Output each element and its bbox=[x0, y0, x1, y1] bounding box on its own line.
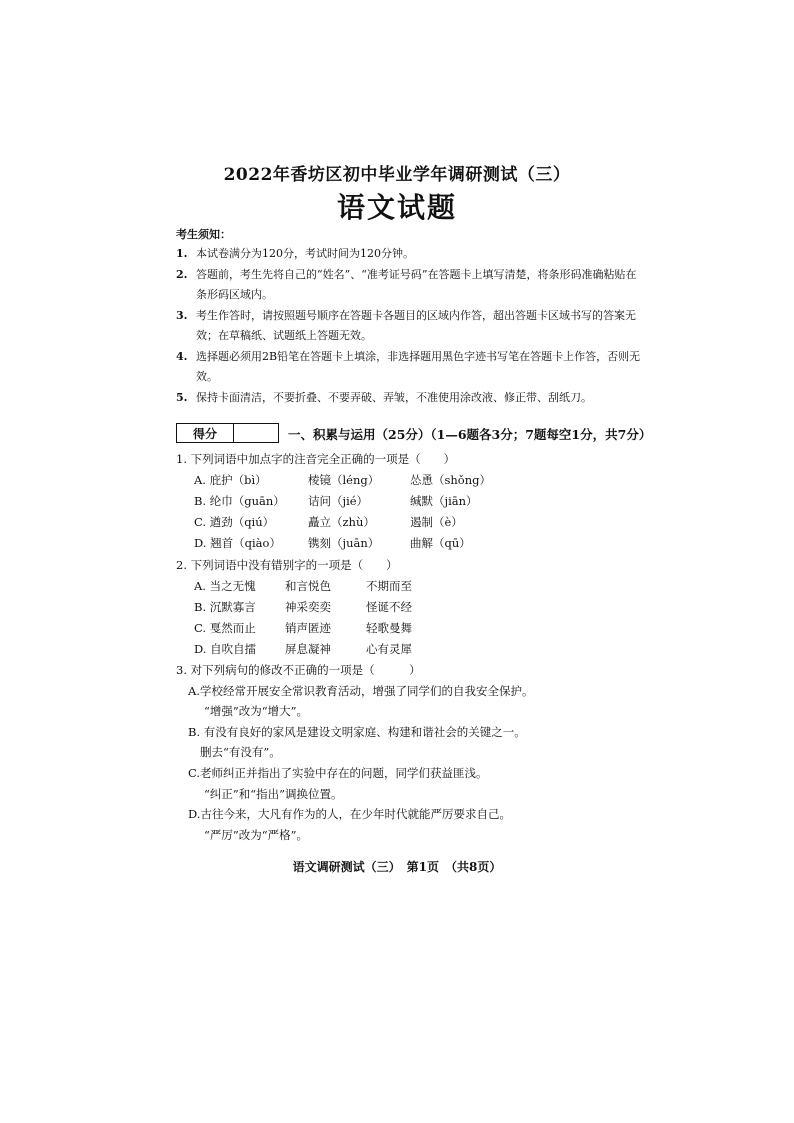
score-value-field bbox=[234, 424, 278, 442]
q3-sentence-a: A.学校经常开展安全常识教育活动，增强了同学们的自我安全保护。 bbox=[188, 684, 534, 698]
question-2-stem: 2. 下列词语中没有错别字的一项是（ ） bbox=[176, 558, 398, 572]
notice-item-number: 3. bbox=[176, 308, 188, 322]
notice-item bbox=[176, 347, 646, 388]
notice-item bbox=[176, 388, 646, 409]
notice-item-text: 答题前，考生先将自己的“姓名”、“准考证号码”在答题卡上填写清楚，将条形码准确粘贴在条形码区域内。 bbox=[196, 267, 637, 301]
q1-option-a-3: 怂恿（shǒng） bbox=[410, 473, 491, 487]
q3-sentence-b: B. 有没有良好的家风是建设文明家庭、构建和谐社会的关键之一。 bbox=[188, 725, 526, 739]
notice-item-number: 4. bbox=[176, 349, 188, 363]
q1-option-c-2: 矗立（zhù） bbox=[308, 515, 375, 529]
notice-label: 考生须知： bbox=[176, 228, 231, 241]
notice-item-number: 2. bbox=[176, 267, 188, 281]
q2-option-d-3: 心有灵犀 bbox=[366, 642, 412, 656]
q2-option-c-1: C. 戛然而止 bbox=[194, 621, 256, 635]
notice-item-number: 5. bbox=[176, 390, 188, 404]
q1-option-b-1: B. 纶巾（guān） bbox=[194, 494, 285, 508]
score-label: 得分 bbox=[177, 424, 234, 442]
q1-option-d-2: 镌刻（juān） bbox=[308, 536, 380, 550]
q2-option-b-3: 怪诞不经 bbox=[366, 600, 412, 614]
q2-option-a-1: A. 当之无愧 bbox=[194, 579, 256, 593]
q3-fix-a: “增强”改为“增大”。 bbox=[204, 704, 309, 718]
q2-option-b-2: 神采奕奕 bbox=[285, 600, 331, 614]
q2-option-a-3: 不期而至 bbox=[366, 579, 412, 593]
q2-option-c-2: 销声匿迹 bbox=[285, 621, 331, 635]
q1-option-a-2: 棱镜（léng） bbox=[308, 473, 380, 487]
q1-option-b-2: 诘问（jié） bbox=[308, 494, 369, 508]
subject-title: 语文试题 bbox=[336, 191, 457, 224]
notice-list bbox=[176, 244, 646, 408]
q3-sentence-c: C.老师纠正并指出了实验中存在的问题，同学们获益匪浅。 bbox=[188, 766, 488, 780]
q1-option-d-1: D. 翘首（qiào） bbox=[194, 536, 281, 550]
q2-option-b-1: B. 沉默寡言 bbox=[194, 600, 256, 614]
q2-option-c-3: 轻歌曼舞 bbox=[366, 621, 412, 635]
notice-item-number: 1. bbox=[176, 247, 188, 260]
question-3-stem: 3. 对下列病句的修改不正确的一项是（ ） bbox=[176, 663, 421, 677]
q2-option-d-1: D. 自吹自擂 bbox=[194, 642, 257, 656]
page-footer: 语文调研测试（三） 第1页 （共8页） bbox=[292, 860, 502, 874]
notice-item bbox=[176, 265, 646, 306]
q3-fix-b: 删去“有没有”。 bbox=[200, 745, 281, 759]
q1-option-b-3: 缄默（jiān） bbox=[410, 494, 478, 508]
notice-item-text: 本试卷满分为120分，考试时间为120分钟。 bbox=[196, 247, 414, 260]
exam-title: 2022年香坊区初中毕业学年调研测试（三） bbox=[223, 165, 571, 185]
section-title: 一、积累与运用（25分）（1—6题各3分；7题每空1分，共7分） bbox=[288, 427, 652, 442]
q1-option-d-3: 曲解（qū） bbox=[410, 536, 471, 550]
question-1-stem: 1. 下列词语中加点字的注音完全正确的一项是（ ） bbox=[176, 452, 456, 466]
notice-item bbox=[176, 244, 646, 265]
q1-option-c-3: 遏制（è） bbox=[410, 515, 463, 529]
q2-option-a-2: 和言悦色 bbox=[285, 579, 331, 593]
notice-item-text: 考生作答时，请按照题号顺序在答题卡各题目的区域内作答，超出答题卡区域书写的答案无效；在草稿纸、试题纸上答题无效。 bbox=[196, 308, 636, 342]
q1-option-c-1: C. 遒劲（qiú） bbox=[194, 515, 275, 529]
q3-fix-c: “纠正”和“指出”调换位置。 bbox=[204, 787, 343, 801]
score-box bbox=[176, 423, 279, 443]
notice-item-text: 选择题必须用2B铅笔在答题卡上填涂，非选择题用黑色字迹书写笔在答题卡上作答，否则无效。 bbox=[196, 349, 641, 383]
notice-item-text: 保持卡面清洁，不要折叠、不要弄破、弄皱，不准使用涂改液、修正带、刮纸刀。 bbox=[196, 390, 592, 404]
q1-option-a-1: A. 庇护（bì） bbox=[194, 473, 267, 487]
q3-fix-d: “严厉”改为“严格”。 bbox=[204, 828, 309, 842]
q3-sentence-d: D.古往今来，大凡有作为的人，在少年时代就能严厉要求自己。 bbox=[188, 807, 511, 821]
q2-option-d-2: 屏息凝神 bbox=[285, 642, 331, 656]
notice-item bbox=[176, 306, 646, 347]
